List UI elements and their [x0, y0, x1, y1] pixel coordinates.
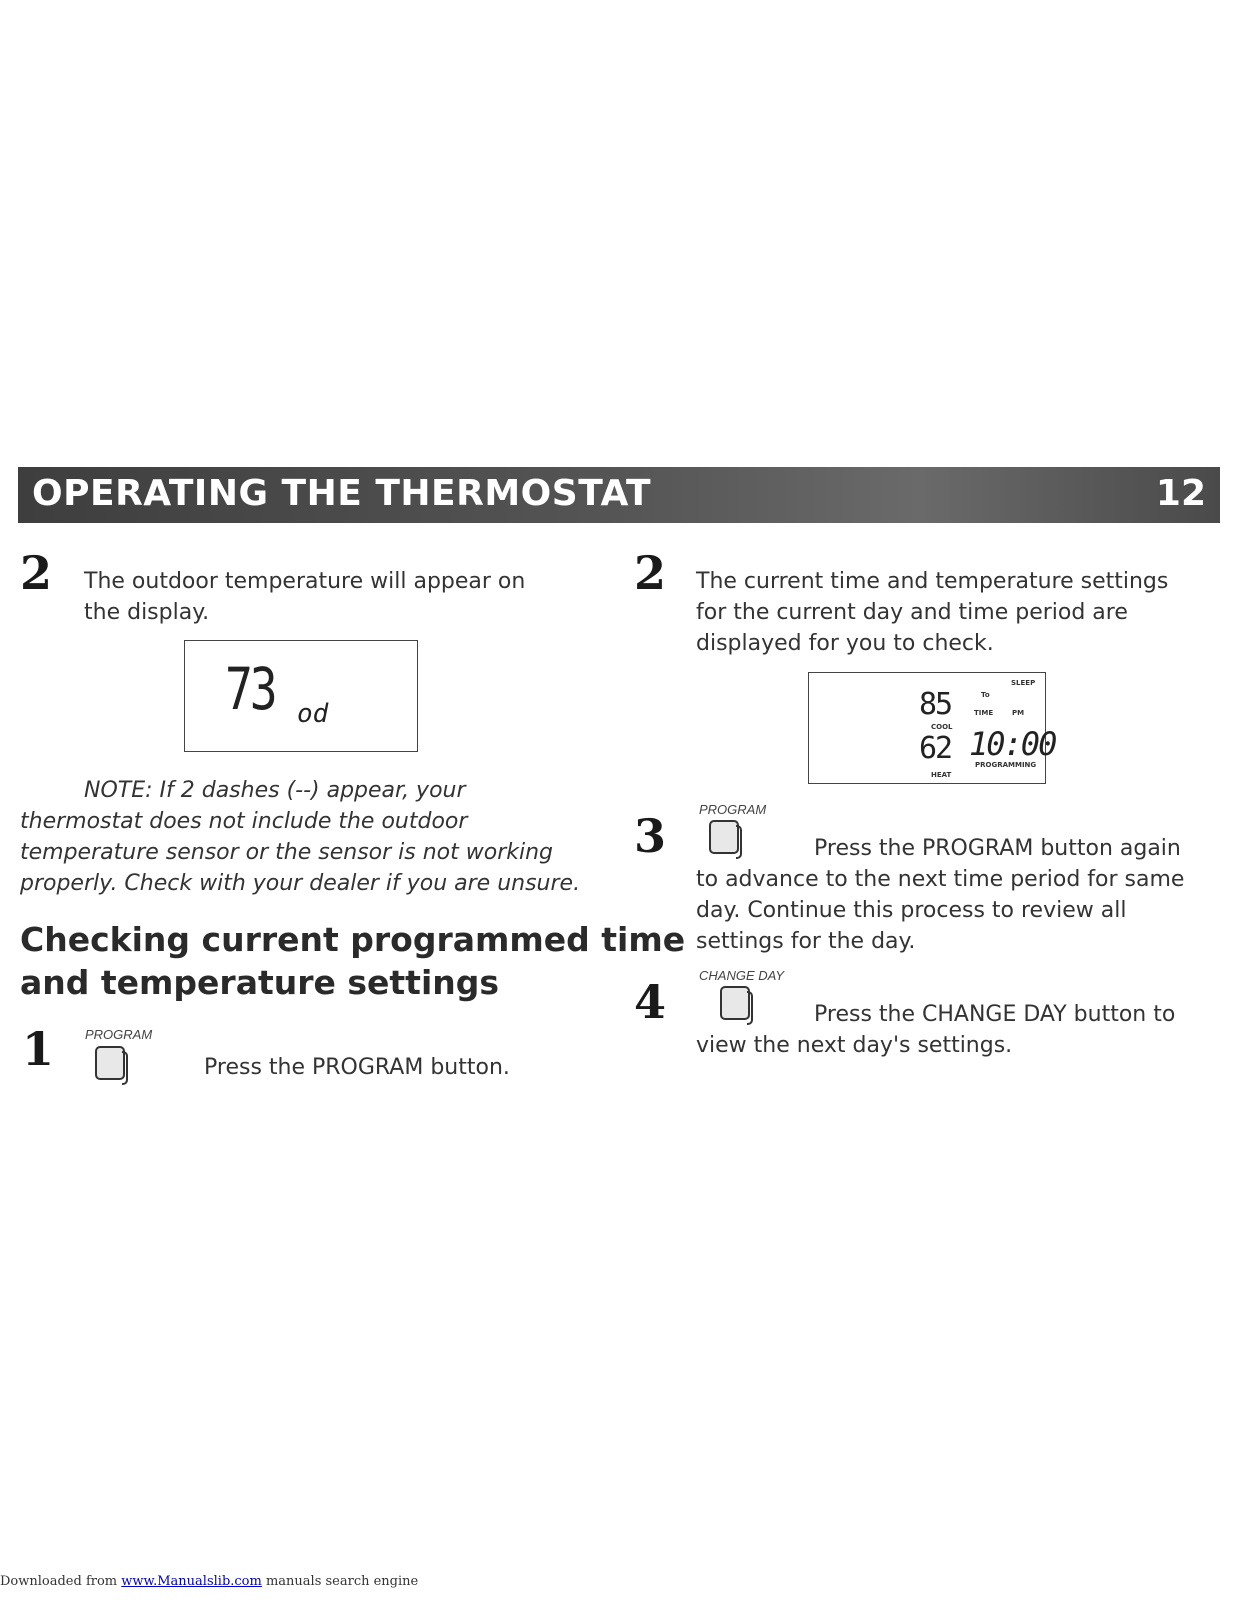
section-title: OPERATING THE THERMOSTAT — [32, 473, 652, 514]
step-2-text-line1: The outdoor temperature will appear on — [84, 569, 526, 594]
note-line2: thermostat does not include the outdoor — [20, 809, 468, 834]
program-button-label: PROGRAM — [85, 1027, 153, 1042]
download-footer — [0, 1574, 418, 1589]
cool-label: COOL — [931, 723, 953, 731]
change-day-button-icon[interactable] — [720, 986, 750, 1020]
heat-setpoint-value: 62 — [919, 731, 952, 766]
step-number-4: 4 — [634, 975, 667, 1029]
program-button-icon-step3[interactable] — [709, 820, 739, 854]
page-number: 12 — [1155, 473, 1206, 514]
footer-prefix: Downloaded from — [0, 1574, 122, 1589]
change-day-button-label: CHANGE DAY — [699, 968, 784, 983]
step-3-line3: day. Continue this process to review all — [696, 898, 1127, 923]
program-button-label-step3: PROGRAM — [699, 802, 767, 817]
section-heading-line1: Checking current programmed time — [20, 920, 686, 959]
step-1-text: Press the PROGRAM button. — [204, 1055, 510, 1080]
right-step-2-line3: displayed for you to check. — [696, 631, 994, 656]
step-2-text-line2: the display. — [84, 600, 210, 625]
step-number-2-left: 2 — [20, 546, 53, 600]
cool-setpoint-value: 85 — [919, 687, 952, 722]
right-step-2-line1: The current time and temperature settings — [696, 569, 1169, 594]
program-button-icon[interactable] — [95, 1046, 125, 1080]
outdoor-indicator: od — [297, 699, 329, 729]
program-time-value: 10:00 — [969, 725, 1056, 763]
section-heading-line2: and temperature settings — [20, 963, 500, 1002]
program-settings-display — [808, 672, 1056, 784]
step-4-line1: Press the CHANGE DAY button to — [814, 1002, 1176, 1027]
sleep-indicator: SLEEP — [1011, 679, 1036, 687]
outdoor-temperature-display — [184, 640, 418, 752]
note-line3: temperature sensor or the sensor is not working — [20, 840, 554, 865]
step-number-2-right: 2 — [634, 546, 667, 600]
step-number-3: 3 — [634, 809, 667, 863]
outdoor-temperature-value: 73 — [225, 655, 275, 723]
pm-indicator: PM — [1012, 709, 1025, 717]
step-number-1: 1 — [22, 1022, 55, 1076]
step-3-line1: Press the PROGRAM button again — [814, 836, 1181, 861]
heat-label: HEAT — [931, 771, 952, 779]
step-3-line4: settings for the day. — [696, 929, 916, 954]
footer-suffix: manuals search engine — [261, 1574, 419, 1589]
right-step-2-line2: for the current day and time period are — [696, 600, 1128, 625]
programming-indicator: PROGRAMMING — [975, 761, 1037, 769]
section-banner — [18, 467, 1220, 523]
step-3-line2: to advance to the next time period for same — [696, 867, 1185, 892]
manualslib-link[interactable]: www.Manualslib.com — [121, 1574, 262, 1589]
note-line4: properly. Check with your dealer if you are unsure. — [20, 871, 581, 896]
step-4-line2: view the next day's settings. — [696, 1033, 1013, 1058]
to-indicator: To — [981, 691, 990, 699]
time-indicator: TIME — [974, 709, 994, 717]
note-line1: NOTE: If 2 dashes (--) appear, your — [84, 778, 466, 803]
